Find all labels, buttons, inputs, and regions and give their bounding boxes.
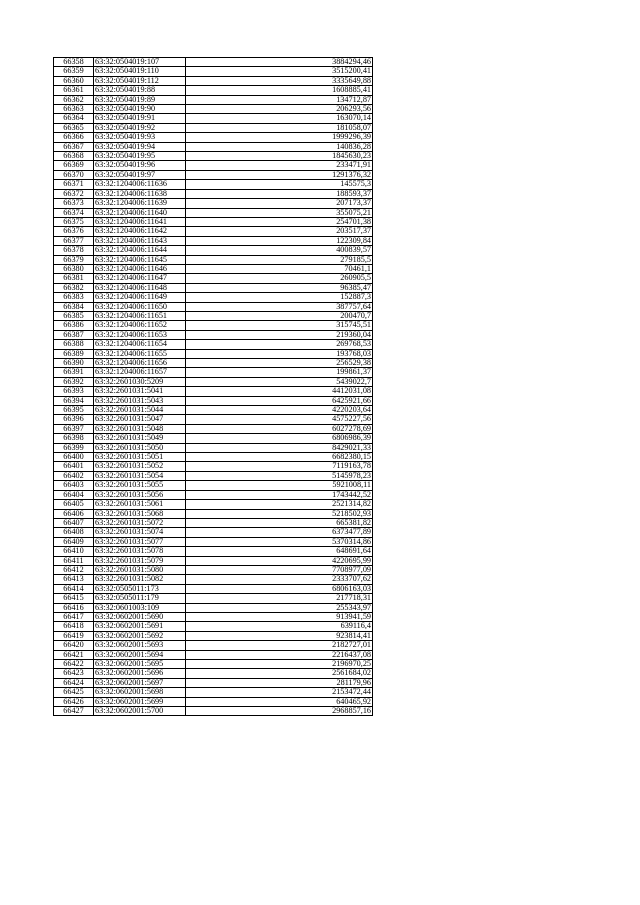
cadastral-value-cell: 70461,1: [186, 264, 373, 273]
cadastral-value-cell: 6806163,03: [186, 584, 373, 593]
table-row: [54, 669, 373, 678]
cadastral-value-cell: 6806986,39: [186, 434, 373, 443]
cadastral-number-cell: 63:32:0505011:173: [94, 584, 186, 593]
table-row: [54, 321, 373, 330]
table-row: [54, 537, 373, 546]
cadastral-value-cell: 233471,91: [186, 161, 373, 170]
row-number-cell: 66397: [54, 424, 94, 433]
row-number-cell: 66390: [54, 359, 94, 368]
table-row: [54, 152, 373, 161]
row-number-cell: 66399: [54, 443, 94, 452]
cadastral-value-cell: 6373477,89: [186, 528, 373, 537]
cadastral-value-cell: 260905,5: [186, 274, 373, 283]
cadastral-number-cell: 63:32:2601031:5055: [94, 481, 186, 490]
cadastral-number-cell: 63:32:0504019:107: [94, 58, 186, 67]
row-number-cell: 66384: [54, 302, 94, 311]
cadastral-value-cell: 3884294,46: [186, 58, 373, 67]
cadastral-number-cell: 63:32:1204006:11644: [94, 246, 186, 255]
cadastral-value-cell: 913941,59: [186, 612, 373, 621]
table-row: [54, 631, 373, 640]
row-number-cell: 66391: [54, 368, 94, 377]
row-number-cell: 66403: [54, 481, 94, 490]
row-number-cell: 66402: [54, 471, 94, 480]
table-row: [54, 481, 373, 490]
table-row: [54, 697, 373, 706]
table-row: [54, 161, 373, 170]
row-number-cell: 66377: [54, 236, 94, 245]
table-row: [54, 359, 373, 368]
cadastral-number-cell: 63:32:2601031:5068: [94, 509, 186, 518]
table-row: [54, 471, 373, 480]
row-number-cell: 66422: [54, 660, 94, 669]
table-row: [54, 236, 373, 245]
cadastral-value-cell: 2561684,02: [186, 669, 373, 678]
cadastral-number-cell: 63:32:1204006:11656: [94, 359, 186, 368]
row-number-cell: 66421: [54, 650, 94, 659]
row-number-cell: 66380: [54, 264, 94, 273]
cadastral-number-cell: 63:32:2601030:5209: [94, 377, 186, 386]
cadastral-number-cell: 63:32:1204006:11657: [94, 368, 186, 377]
cadastral-value-cell: 2521314,82: [186, 500, 373, 509]
cadastral-value-cell: 6425921,66: [186, 396, 373, 405]
cadastral-value-cell: 219360,04: [186, 330, 373, 339]
table-row: [54, 67, 373, 76]
table-row: [54, 528, 373, 537]
cadastral-number-cell: 63:32:0504019:95: [94, 152, 186, 161]
table-row: [54, 293, 373, 302]
row-number-cell: 66426: [54, 697, 94, 706]
cadastral-value-cell: 639116,4: [186, 622, 373, 631]
cadastral-value-cell: 2216437,08: [186, 650, 373, 659]
row-number-cell: 66382: [54, 283, 94, 292]
table-row: [54, 208, 373, 217]
cadastral-number-cell: 63:32:2601031:5054: [94, 471, 186, 480]
cadastral-value-cell: 279185,5: [186, 255, 373, 264]
row-number-cell: 66419: [54, 631, 94, 640]
cadastral-value-cell: 7708977,09: [186, 565, 373, 574]
table-row: [54, 199, 373, 208]
table-row: [54, 311, 373, 320]
row-number-cell: 66414: [54, 584, 94, 593]
table-row: [54, 415, 373, 424]
table-row: [54, 217, 373, 226]
cadastral-number-cell: 63:32:1204006:11636: [94, 180, 186, 189]
row-number-cell: 66396: [54, 415, 94, 424]
cadastral-value-cell: 207173,37: [186, 199, 373, 208]
document-table-wrapper: [53, 57, 373, 716]
row-number-cell: 66398: [54, 434, 94, 443]
cadastral-number-cell: 63:32:0602001:5696: [94, 669, 186, 678]
cadastral-value-cell: 2182727,01: [186, 641, 373, 650]
cadastral-number-cell: 63:32:0504019:90: [94, 105, 186, 114]
cadastral-value-cell: 665381,82: [186, 518, 373, 527]
row-number-cell: 66407: [54, 518, 94, 527]
cadastral-value-cell: 256529,38: [186, 359, 373, 368]
table-row: [54, 330, 373, 339]
cadastral-value-cell: 206293,56: [186, 105, 373, 114]
table-row: [54, 377, 373, 386]
row-number-cell: 66401: [54, 462, 94, 471]
cadastral-value-cell: 2333707,62: [186, 575, 373, 584]
table-row: [54, 227, 373, 236]
cadastral-number-cell: 63:32:2601031:5079: [94, 556, 186, 565]
cadastral-value-cell: 1743442,52: [186, 490, 373, 499]
cadastral-number-cell: 63:32:2601031:5051: [94, 453, 186, 462]
cadastral-value-cell: 281179,96: [186, 678, 373, 687]
row-number-cell: 66385: [54, 311, 94, 320]
cadastral-value-cell: 181058,07: [186, 123, 373, 132]
cadastral-number-cell: 63:32:0504019:91: [94, 114, 186, 123]
table-row: [54, 707, 373, 716]
table-row: [54, 274, 373, 283]
row-number-cell: 66383: [54, 293, 94, 302]
row-number-cell: 66400: [54, 453, 94, 462]
row-number-cell: 66369: [54, 161, 94, 170]
cadastral-value-cell: 1845630,23: [186, 152, 373, 161]
row-number-cell: 66410: [54, 547, 94, 556]
table-row: [54, 509, 373, 518]
cadastral-number-cell: 63:32:0504019:88: [94, 86, 186, 95]
cadastral-value-cell: 648691,64: [186, 547, 373, 556]
table-row: [54, 95, 373, 104]
row-number-cell: 66411: [54, 556, 94, 565]
table-row: [54, 283, 373, 292]
cadastral-number-cell: 63:32:0504019:112: [94, 76, 186, 85]
cadastral-number-cell: 63:32:2601031:5048: [94, 424, 186, 433]
row-number-cell: 66408: [54, 528, 94, 537]
cadastral-value-cell: 5145978,23: [186, 471, 373, 480]
row-number-cell: 66404: [54, 490, 94, 499]
cadastral-number-cell: 63:32:2601031:5049: [94, 434, 186, 443]
cadastral-number-cell: 63:32:0504019:97: [94, 170, 186, 179]
row-number-cell: 66371: [54, 180, 94, 189]
cadastral-number-cell: 63:32:0504019:92: [94, 123, 186, 132]
table-row: [54, 660, 373, 669]
cadastral-value-cell: 2196970,25: [186, 660, 373, 669]
cadastral-value-cell: 254701,38: [186, 217, 373, 226]
cadastral-value-cell: 200470,7: [186, 311, 373, 320]
cadastral-number-cell: 63:32:1204006:11638: [94, 189, 186, 198]
cadastral-value-cell: 5439022,7: [186, 377, 373, 386]
cadastral-number-cell: 63:32:1204006:11643: [94, 236, 186, 245]
row-number-cell: 66376: [54, 227, 94, 236]
row-number-cell: 66358: [54, 58, 94, 67]
cadastral-number-cell: 63:32:2601031:5044: [94, 406, 186, 415]
cadastral-number-cell: 63:32:0602001:5700: [94, 707, 186, 716]
row-number-cell: 66427: [54, 707, 94, 716]
cadastral-value-cell: 193768,03: [186, 349, 373, 358]
cadastral-value-cell: 199861,37: [186, 368, 373, 377]
table-row: [54, 58, 373, 67]
cadastral-value-cell: 5370314,86: [186, 537, 373, 546]
table-row: [54, 142, 373, 151]
row-number-cell: 66362: [54, 95, 94, 104]
cadastral-value-cell: 3515200,41: [186, 67, 373, 76]
row-number-cell: 66395: [54, 406, 94, 415]
row-number-cell: 66381: [54, 274, 94, 283]
cadastral-number-cell: 63:32:0602001:5691: [94, 622, 186, 631]
table-row: [54, 518, 373, 527]
cadastral-number-cell: 63:32:1204006:11645: [94, 255, 186, 264]
row-number-cell: 66393: [54, 387, 94, 396]
cadastral-number-cell: 63:32:1204006:11642: [94, 227, 186, 236]
cadastral-number-cell: 63:32:1204006:11652: [94, 321, 186, 330]
table-row: [54, 387, 373, 396]
cadastral-number-cell: 63:32:1204006:11654: [94, 340, 186, 349]
row-number-cell: 66409: [54, 537, 94, 546]
table-row: [54, 547, 373, 556]
row-number-cell: 66387: [54, 330, 94, 339]
cadastral-number-cell: 63:32:2601031:5061: [94, 500, 186, 509]
row-number-cell: 66416: [54, 603, 94, 612]
table-row: [54, 462, 373, 471]
table-row: [54, 133, 373, 142]
table-row: [54, 594, 373, 603]
cadastral-number-cell: 63:32:2601031:5077: [94, 537, 186, 546]
cadastral-number-cell: 63:32:1204006:11641: [94, 217, 186, 226]
cadastral-number-cell: 63:32:0601003:109: [94, 603, 186, 612]
cadastral-number-cell: 63:32:1204006:11651: [94, 311, 186, 320]
cadastral-value-cell: 387757,64: [186, 302, 373, 311]
row-number-cell: 66413: [54, 575, 94, 584]
cadastral-number-cell: 63:32:0602001:5698: [94, 688, 186, 697]
cadastral-number-cell: 63:32:0602001:5695: [94, 660, 186, 669]
cadastral-value-cell: 1608885,41: [186, 86, 373, 95]
cadastral-number-cell: 63:32:1204006:11646: [94, 264, 186, 273]
cadastral-number-cell: 63:32:2601031:5043: [94, 396, 186, 405]
cadastral-value-cell: 4220203,64: [186, 406, 373, 415]
cadastral-value-cell: 145575,3: [186, 180, 373, 189]
row-number-cell: 66368: [54, 152, 94, 161]
cadastral-number-cell: 63:32:0602001:5690: [94, 612, 186, 621]
cadastral-number-cell: 63:32:1204006:11650: [94, 302, 186, 311]
cadastral-number-cell: 63:32:0504019:94: [94, 142, 186, 151]
row-number-cell: 66372: [54, 189, 94, 198]
table-row: [54, 86, 373, 95]
cadastral-number-cell: 63:32:2601031:5047: [94, 415, 186, 424]
cadastral-value-cell: 4220695,99: [186, 556, 373, 565]
cadastral-value-cell: 269768,53: [186, 340, 373, 349]
row-number-cell: 66360: [54, 76, 94, 85]
cadastral-number-cell: 63:32:1204006:11649: [94, 293, 186, 302]
cadastral-value-cell: 217718,31: [186, 594, 373, 603]
cadastral-value-cell: 400839,57: [186, 246, 373, 255]
cadastral-number-cell: 63:32:1204006:11647: [94, 274, 186, 283]
cadastral-value-cell: 5218502,93: [186, 509, 373, 518]
cadastral-value-cell: 4412031,08: [186, 387, 373, 396]
row-number-cell: 66417: [54, 612, 94, 621]
cadastral-number-cell: 63:32:2601031:5056: [94, 490, 186, 499]
cadastral-number-cell: 63:32:2601031:5052: [94, 462, 186, 471]
table-row: [54, 123, 373, 132]
table-row: [54, 556, 373, 565]
cadastral-number-cell: 63:32:1204006:11640: [94, 208, 186, 217]
row-number-cell: 66386: [54, 321, 94, 330]
row-number-cell: 66425: [54, 688, 94, 697]
cadastral-value-cell: 4575227,56: [186, 415, 373, 424]
cadastral-value-cell: 255343,97: [186, 603, 373, 612]
table-row: [54, 170, 373, 179]
row-number-cell: 66378: [54, 246, 94, 255]
table-row: [54, 453, 373, 462]
cadastral-value-cell: 134712,87: [186, 95, 373, 104]
table-row: [54, 678, 373, 687]
cadastral-value-cell: 923814,41: [186, 631, 373, 640]
row-number-cell: 66364: [54, 114, 94, 123]
cadastral-value-table: [53, 57, 373, 716]
row-number-cell: 66367: [54, 142, 94, 151]
cadastral-number-cell: 63:32:2601031:5074: [94, 528, 186, 537]
table-row: [54, 76, 373, 85]
row-number-cell: 66405: [54, 500, 94, 509]
row-number-cell: 66406: [54, 509, 94, 518]
cadastral-value-cell: 96385,47: [186, 283, 373, 292]
cadastral-value-cell: 163070,14: [186, 114, 373, 123]
cadastral-number-cell: 63:32:1204006:11653: [94, 330, 186, 339]
row-number-cell: 66389: [54, 349, 94, 358]
row-number-cell: 66418: [54, 622, 94, 631]
cadastral-value-cell: 152887,3: [186, 293, 373, 302]
cadastral-value-cell: 2153472,44: [186, 688, 373, 697]
table-row: [54, 603, 373, 612]
table-row: [54, 584, 373, 593]
table-row: [54, 105, 373, 114]
cadastral-value-cell: 1999296,39: [186, 133, 373, 142]
cadastral-number-cell: 63:32:0505011:179: [94, 594, 186, 603]
table-row: [54, 500, 373, 509]
table-row: [54, 424, 373, 433]
row-number-cell: 66374: [54, 208, 94, 217]
row-number-cell: 66388: [54, 340, 94, 349]
row-number-cell: 66415: [54, 594, 94, 603]
cadastral-number-cell: 63:32:0504019:96: [94, 161, 186, 170]
cadastral-number-cell: 63:32:0504019:93: [94, 133, 186, 142]
cadastral-value-cell: 188593,37: [186, 189, 373, 198]
table-row: [54, 575, 373, 584]
row-number-cell: 66366: [54, 133, 94, 142]
table-row: [54, 612, 373, 621]
table-row: [54, 443, 373, 452]
table-row: [54, 396, 373, 405]
cadastral-number-cell: 63:32:2601031:5082: [94, 575, 186, 584]
cadastral-number-cell: 63:32:2601031:5072: [94, 518, 186, 527]
table-row: [54, 349, 373, 358]
cadastral-number-cell: 63:32:2601031:5080: [94, 565, 186, 574]
cadastral-number-cell: 63:32:0504019:110: [94, 67, 186, 76]
cadastral-number-cell: 63:32:2601031:5050: [94, 443, 186, 452]
cadastral-value-cell: 7119163,78: [186, 462, 373, 471]
row-number-cell: 66365: [54, 123, 94, 132]
table-row: [54, 114, 373, 123]
table-row: [54, 688, 373, 697]
table-row: [54, 255, 373, 264]
row-number-cell: 66392: [54, 377, 94, 386]
table-row: [54, 189, 373, 198]
cadastral-number-cell: 63:32:0602001:5692: [94, 631, 186, 640]
table-row: [54, 368, 373, 377]
row-number-cell: 66424: [54, 678, 94, 687]
cadastral-value-cell: 2968857,16: [186, 707, 373, 716]
table-row: [54, 246, 373, 255]
table-row: [54, 490, 373, 499]
table-row: [54, 180, 373, 189]
row-number-cell: 66363: [54, 105, 94, 114]
cadastral-value-cell: 1291376,32: [186, 170, 373, 179]
cadastral-value-cell: 3335649,88: [186, 76, 373, 85]
table-row: [54, 622, 373, 631]
row-number-cell: 66361: [54, 86, 94, 95]
table-row: [54, 641, 373, 650]
cadastral-number-cell: 63:32:0602001:5697: [94, 678, 186, 687]
cadastral-number-cell: 63:32:2601031:5041: [94, 387, 186, 396]
cadastral-value-cell: 355075,21: [186, 208, 373, 217]
cadastral-number-cell: 63:32:0504019:89: [94, 95, 186, 104]
cadastral-value-cell: 203517,37: [186, 227, 373, 236]
table-row: [54, 340, 373, 349]
cadastral-value-cell: 8429021,33: [186, 443, 373, 452]
row-number-cell: 66412: [54, 565, 94, 574]
cadastral-number-cell: 63:32:1204006:11639: [94, 199, 186, 208]
row-number-cell: 66379: [54, 255, 94, 264]
cadastral-number-cell: 63:32:0602001:5699: [94, 697, 186, 706]
cadastral-value-cell: 6027278,69: [186, 424, 373, 433]
cadastral-number-cell: 63:32:0602001:5693: [94, 641, 186, 650]
row-number-cell: 66375: [54, 217, 94, 226]
row-number-cell: 66394: [54, 396, 94, 405]
cadastral-number-cell: 63:32:1204006:11655: [94, 349, 186, 358]
row-number-cell: 66423: [54, 669, 94, 678]
cadastral-value-cell: 140836,28: [186, 142, 373, 151]
cadastral-number-cell: 63:32:0602001:5694: [94, 650, 186, 659]
cadastral-number-cell: 63:32:2601031:5078: [94, 547, 186, 556]
table-row: [54, 302, 373, 311]
row-number-cell: 66420: [54, 641, 94, 650]
cadastral-value-cell: 122309,84: [186, 236, 373, 245]
table-row: [54, 565, 373, 574]
cadastral-number-cell: 63:32:1204006:11648: [94, 283, 186, 292]
cadastral-value-cell: 6682380,15: [186, 453, 373, 462]
table-row: [54, 264, 373, 273]
cadastral-value-cell: 315745,51: [186, 321, 373, 330]
row-number-cell: 66373: [54, 199, 94, 208]
cadastral-value-cell: 640465,92: [186, 697, 373, 706]
row-number-cell: 66359: [54, 67, 94, 76]
table-row: [54, 406, 373, 415]
table-row: [54, 434, 373, 443]
table-row: [54, 650, 373, 659]
table-body: [54, 58, 373, 716]
row-number-cell: 66370: [54, 170, 94, 179]
cadastral-value-cell: 5921008,11: [186, 481, 373, 490]
